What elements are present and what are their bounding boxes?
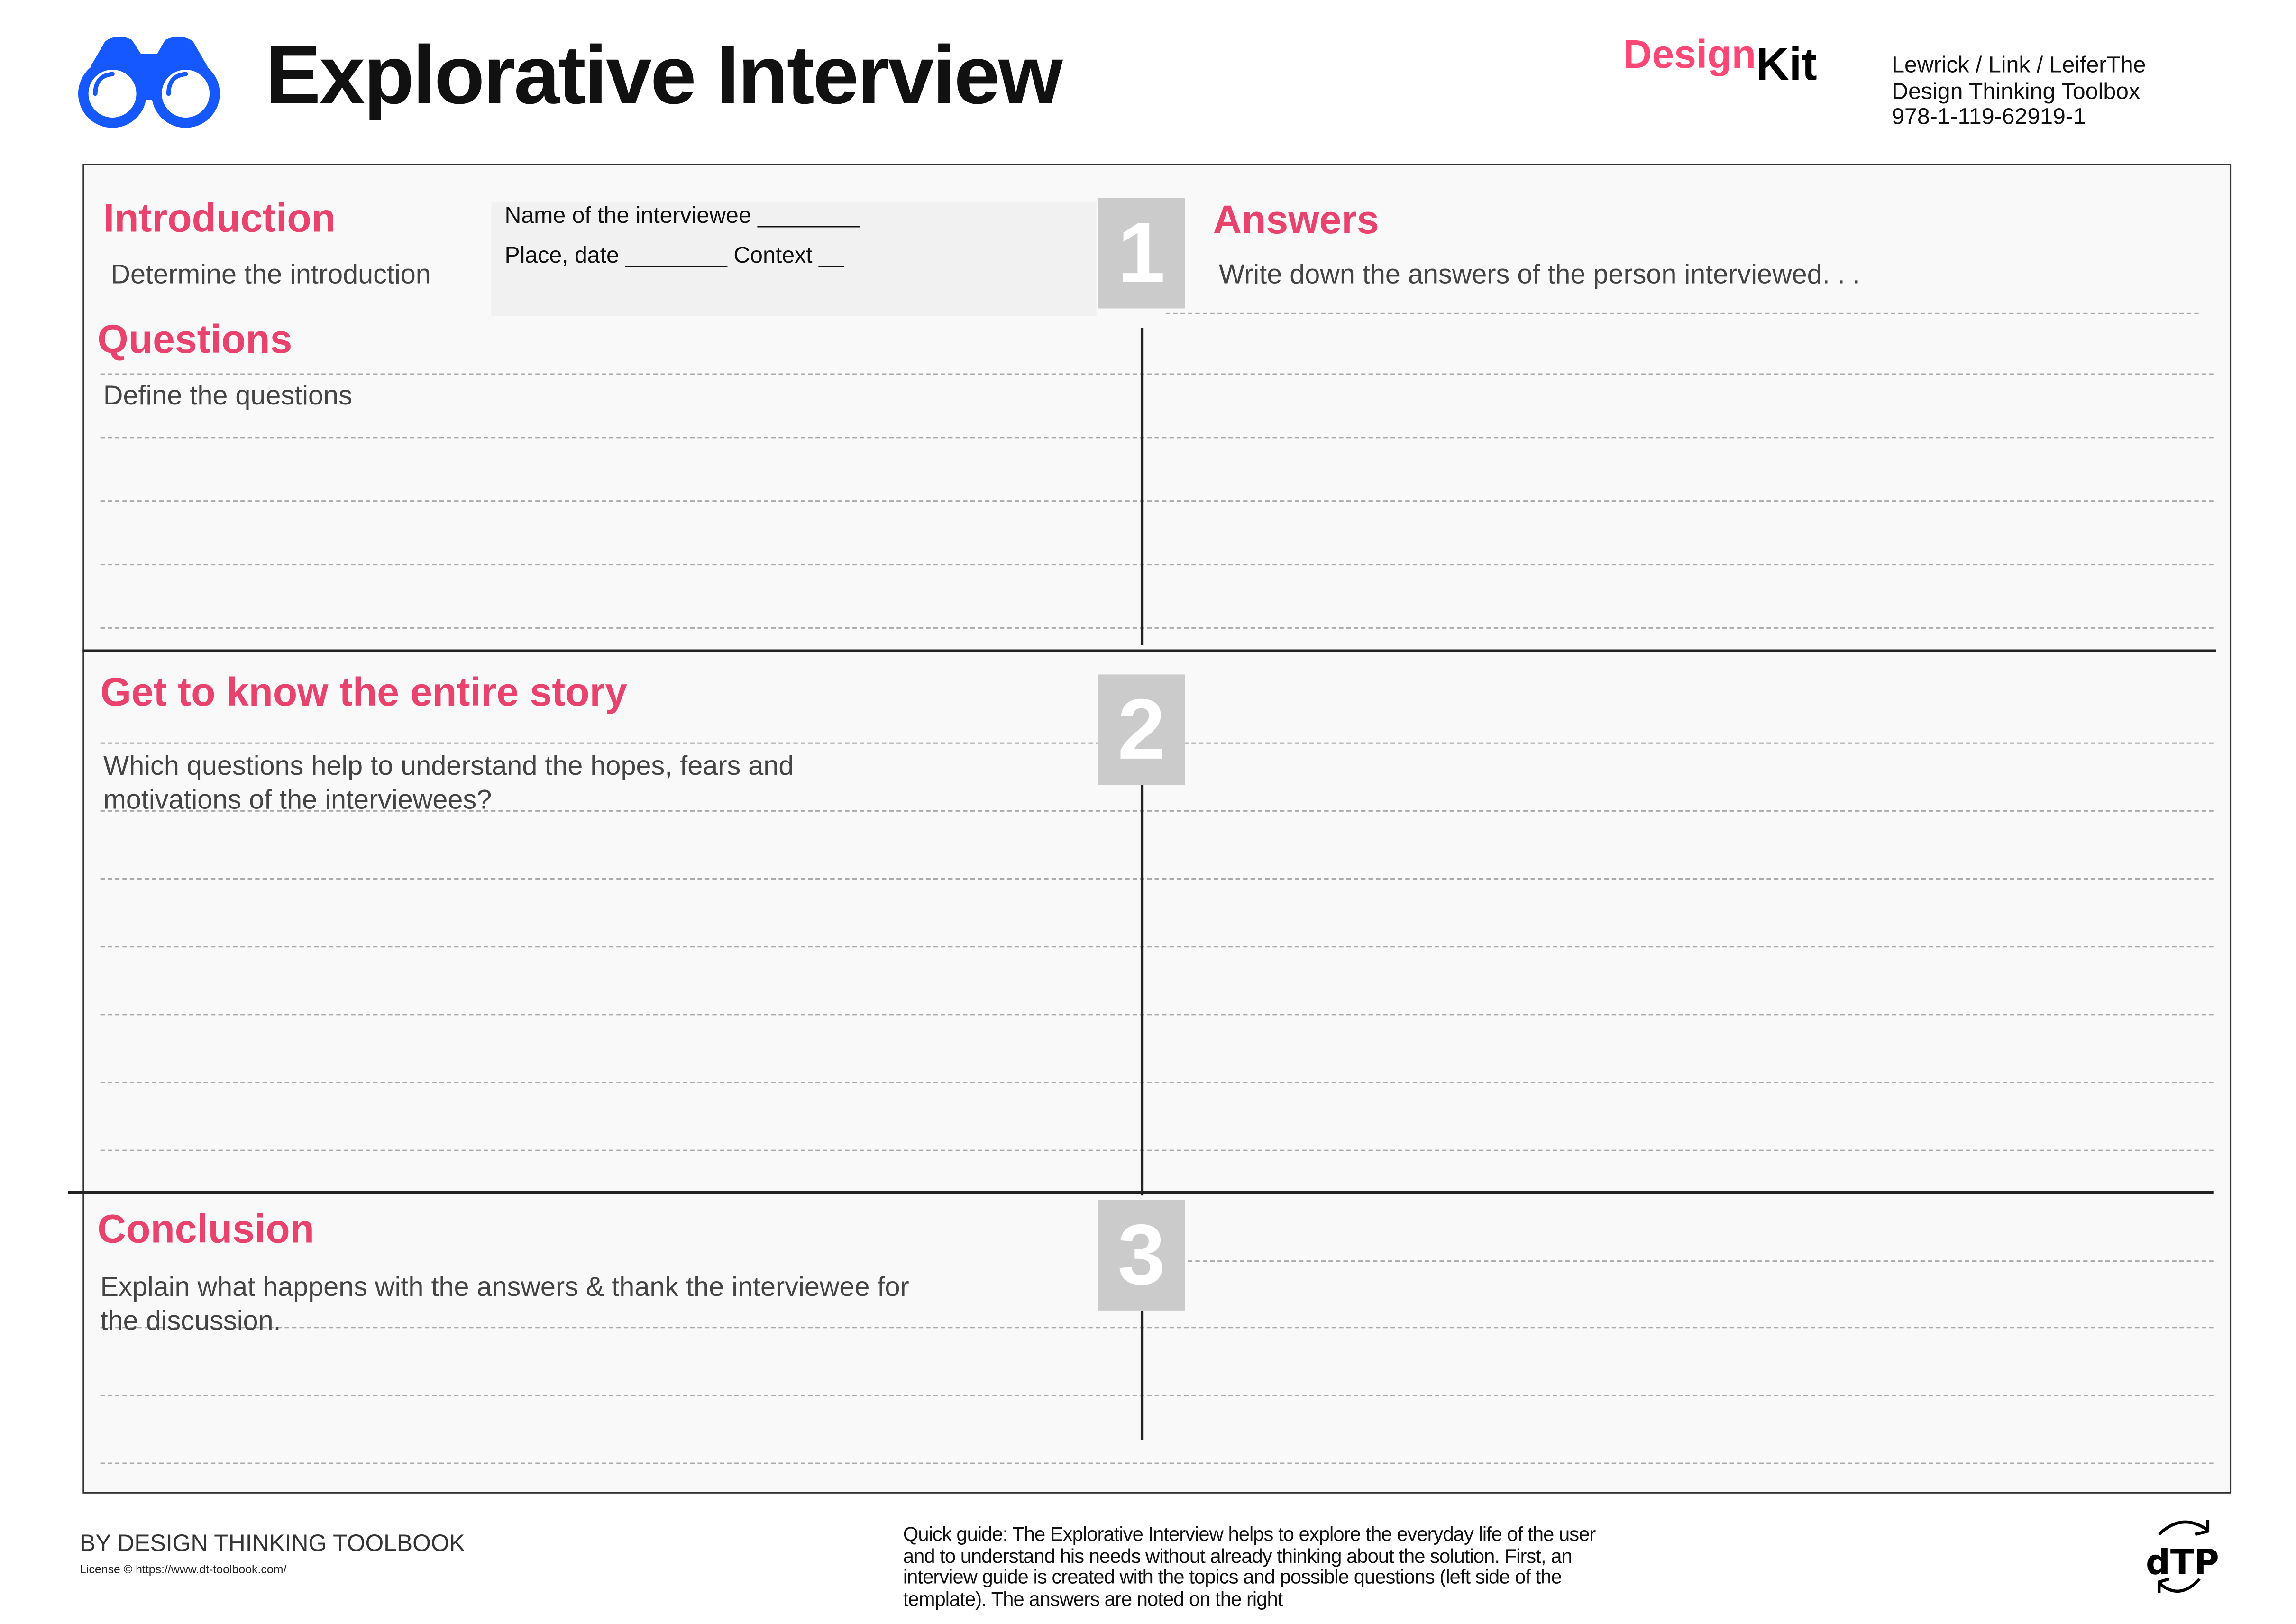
interviewee-name-field[interactable]: Name of the interviewee ________ [504,203,860,229]
step-1-badge: 1 [1098,198,1185,308]
interviewee-info-box [491,202,1096,316]
writing-dashed-line [101,437,2214,438]
step-3-badge: 3 [1098,1200,1185,1310]
story-text-line2: motivations of the interviewees? [103,783,492,815]
conclusion-text-line1: Explain what happens with the answers & thank the interviewee for [100,1270,909,1302]
place-date-context-field[interactable]: Place, date ________ Context __ [504,243,844,269]
column-divider [1141,1311,1143,1440]
column-divider [1141,785,1143,1195]
writing-dashed-line [101,373,2214,375]
quick-guide-text: The Explorative Interview helps to explore the everyday life of the user and to understand his needs without already thinking about the solution. First, an interview guide is created with the topics and possible questions (left side of the template). The answers are noted on the right [903,1523,1596,1610]
dtp-logo [2137,1520,2228,1601]
writing-dashed-line [101,1395,2214,1396]
story-heading: Get to know the entire story [100,670,628,715]
writing-dashed-line [101,564,2214,565]
introduction-text: Determine the introduction [110,258,431,290]
quick-guide-label: Quick guide: [903,1523,1008,1545]
step-2-badge: 2 [1098,674,1185,785]
section-divider [82,650,2216,652]
book-title: Design Thinking Toolbox [1892,79,2140,104]
answers-text: Write down the answers of the person interviewed. . . [1218,258,1860,290]
book-credits [1892,53,2146,130]
writing-dashed-line [101,1462,2214,1464]
authors: Lewrick / Link / LeiferThe [1892,53,2146,78]
writing-dashed-line [101,500,2214,502]
writing-dashed-line [101,627,2214,629]
writing-dashed-line [101,1014,2214,1015]
writing-dashed-line [101,1082,2214,1083]
footer-license: License © https://www.dt-toolbook.com/ [80,1563,287,1577]
quick-guide [903,1524,1597,1611]
section-divider [68,1191,2214,1193]
conclusion-text-line2: the discussion. [100,1304,281,1336]
questions-text: Define the questions [103,379,352,411]
writing-dashed-line [101,1150,2214,1151]
answers-heading: Answers [1213,198,1379,242]
answer-dashed-line [1166,313,2199,314]
introduction-heading: Introduction [103,196,336,241]
conclusion-heading: Conclusion [97,1207,314,1252]
writing-dashed-line [101,946,2214,947]
writing-dashed-line [101,1327,2214,1328]
column-divider [1141,328,1143,645]
binoculars-icon [78,37,220,128]
designkit-logo: DesignKit [1623,32,1817,90]
footer-publisher: BY DESIGN THINKING TOOLBOOK [80,1532,465,1557]
svg-text:dTP: dTP [2145,1542,2219,1583]
story-text-line1: Which questions help to understand the hopes, fears and [103,750,794,781]
page-title: Explorative Interview [265,28,1061,121]
questions-heading: Questions [97,317,293,362]
isbn: 978-1-119-62919-1 [1892,104,2086,130]
writing-dashed-line [101,878,2214,880]
writing-dashed-line [1151,1260,2214,1262]
